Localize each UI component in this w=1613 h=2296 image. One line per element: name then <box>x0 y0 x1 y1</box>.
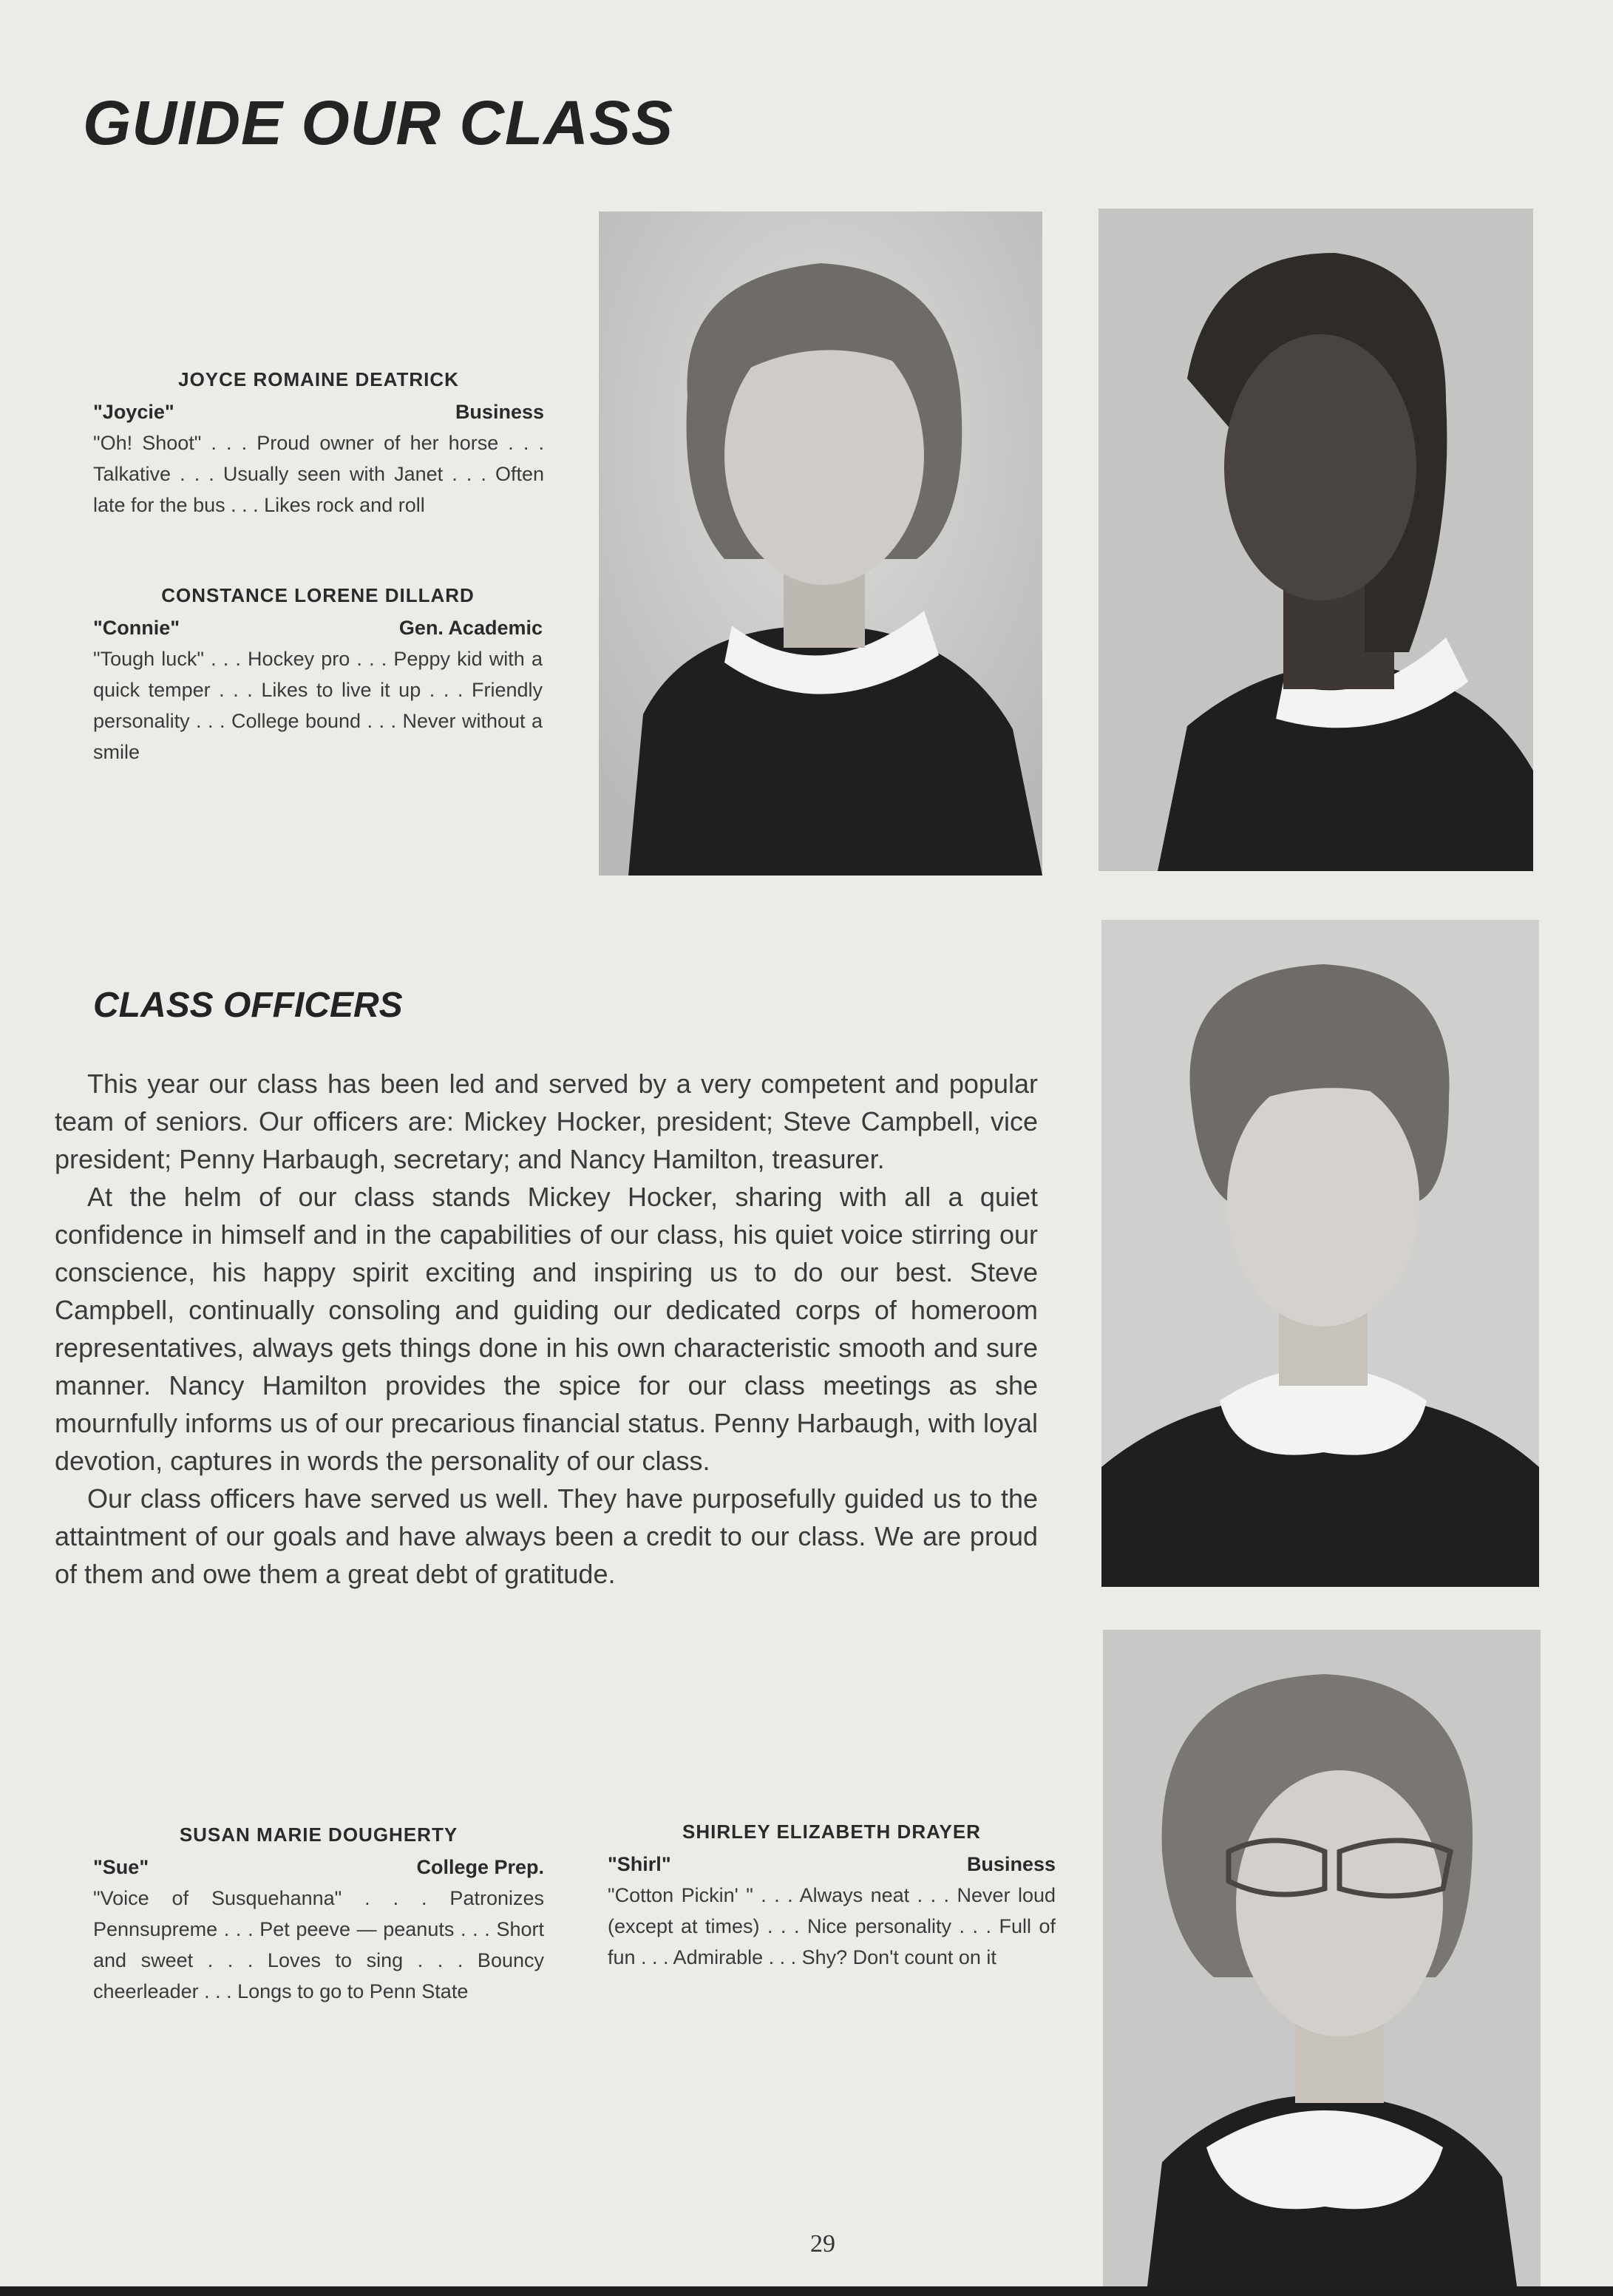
student-description: "Tough luck" . . . Hockey pro . . . Peppy kid with a quick temper . . . Likes to live it up . . . Friendly personality . . . College bound . . . Never without a smile <box>93 648 543 763</box>
paragraph: At the helm of our class stands Mickey Hocker, sharing with all a quiet confidence in himself and in the capabilities of our class, his quiet voice stirring our conscience, his happy spirit exciting and inspiring us to do our best. Steve Campbell, continually consoling and guiding our dedicated corps of homeroom representatives, always gets things done in his own characteristic smooth and sure manner. Nancy Hamilton provides the spice for our class meetings as she mournfully informs us of our precarious financial status. Penny Harbaugh, with loyal devotion, captures in words the personality of our class. <box>55 1182 1038 1476</box>
student-bio-deatrick <box>93 364 544 521</box>
portrait-illustration <box>599 211 1042 876</box>
student-description: "Oh! Shoot" . . . Proud owner of her horse . . . Talkative . . . Usually seen with Janet . . . Often late for the bus . . . Likes rock and roll <box>93 432 544 516</box>
page-number: 29 <box>810 2230 835 2258</box>
student-bio-drayer <box>608 1816 1056 1973</box>
student-nickname: "Shirl" <box>608 1853 671 1875</box>
student-nickname: "Sue" <box>93 1856 149 1878</box>
page-edge-bar <box>0 2286 1613 2296</box>
paragraph: This year our class has been led and served by a very competent and popular team of seniors. Our officers are: Mickey Hocker, president; Steve Campbell, vice president; Penny Harbaugh, secretary; and Nancy Hamilton, treasurer. <box>55 1069 1038 1174</box>
portrait-illustration <box>1103 1630 1541 2286</box>
student-course: Business <box>455 401 544 423</box>
class-officers-article <box>55 1065 1038 1593</box>
student-name: SHIRLEY ELIZABETH DRAYER <box>682 1821 981 1843</box>
portrait-illustration <box>1098 209 1533 871</box>
student-name: CONSTANCE LORENE DILLARD <box>161 584 475 606</box>
section-title: CLASS OFFICERS <box>93 986 403 1025</box>
student-description: "Voice of Susquehanna" . . . Patronizes Pennsupreme . . . Pet peeve — peanuts . . . Short and sweet . . . Loves to sing . . . Bouncy cheerleader . . . Longs to go to Penn State <box>93 1887 544 2002</box>
portrait-photo-dougherty <box>1101 920 1539 1587</box>
portrait-photo-deatrick <box>599 211 1042 876</box>
student-name: SUSAN MARIE DOUGHERTY <box>179 1823 458 1846</box>
student-bio-dillard <box>93 580 543 768</box>
student-course: Gen. Academic <box>398 617 543 639</box>
student-course: College Prep. <box>416 1856 544 1878</box>
portrait-photo-dillard <box>1098 209 1533 871</box>
portrait-illustration <box>1101 920 1539 1587</box>
student-name: JOYCE ROMAINE DEATRICK <box>178 368 459 390</box>
student-bio-dougherty <box>93 1819 544 2007</box>
student-nickname: "Joycie" <box>93 401 174 423</box>
student-nickname: "Connie" <box>93 617 180 639</box>
paragraph: Our class officers have served us well. They have purposefully guided us to the attaintment of our goals and have always been a credit to our class. We are proud of them and owe them a great debt of gratitude. <box>55 1483 1038 1589</box>
student-course: Business <box>966 1853 1056 1875</box>
page-title: GUIDE OUR CLASS <box>83 88 674 158</box>
student-description: "Cotton Pickin' " . . . Always neat . . . Never loud (except at times) . . . Nice personality . . . Full of fun . . . Admirable . . . Shy? Don't count on it <box>608 1884 1056 1968</box>
portrait-photo-drayer <box>1103 1630 1541 2286</box>
